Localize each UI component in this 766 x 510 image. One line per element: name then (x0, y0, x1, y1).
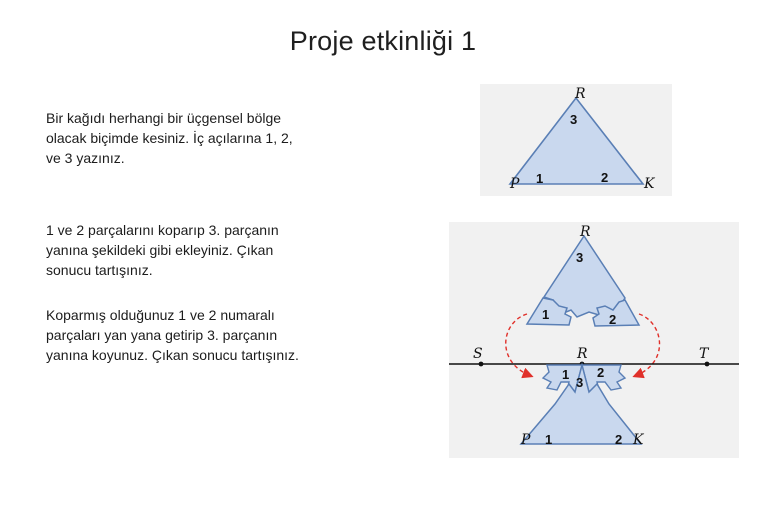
bottom-angle-2-label: 2 (615, 432, 623, 447)
instruction-paragraph-3: Koparmış olduğunuz 1 ve 2 numaralı parçaları yan yana getirip 3. parçanın yanına koyunuz. Çıkan sonucu tartışınız. (46, 307, 299, 363)
instruction-paragraph-2: 1 ve 2 parçalarını koparıp 3. parçanın yanına şekildeki gibi ekleyiniz. Çıkan sonucu tartışınız. (46, 222, 279, 278)
vertex-p-bottom-label: P (521, 432, 531, 448)
piece-3-label: 3 (576, 250, 584, 265)
assembled-3-label: 3 (576, 375, 584, 390)
piece-1-label: 1 (542, 307, 550, 322)
triangle-prk (510, 98, 643, 184)
instruction-paragraph-1: Bir kağıdı herhangi bir üçgensel bölge olacak biçimde kesiniz. İç açılarına 1, 2, ve 3 yazınız. (46, 110, 293, 166)
vertex-k-bottom-label: K (633, 432, 644, 448)
point-s (479, 362, 484, 367)
triangle-diagram (480, 84, 672, 196)
vertex-p-label: P (510, 176, 520, 192)
angle-sum-diagram (449, 222, 739, 458)
point-s-label: S (473, 346, 483, 362)
angle-1-label: 1 (536, 171, 544, 186)
point-r-label: R (577, 346, 588, 362)
angle-sum-figure (449, 222, 739, 458)
piece-2-label: 2 (609, 312, 617, 327)
point-t-label: T (699, 346, 709, 362)
vertex-r-top-label: R (580, 224, 591, 240)
slide-title: Proje etkinliği 1 (289, 26, 477, 56)
assembled-2-label: 2 (597, 365, 605, 380)
vertex-k-label: K (644, 176, 655, 192)
point-t (705, 362, 710, 367)
triangle-figure (480, 84, 672, 196)
angle-3-label: 3 (570, 112, 578, 127)
angle-2-label: 2 (601, 170, 609, 185)
assembled-1-label: 1 (562, 367, 570, 382)
vertex-r-label: R (575, 86, 586, 102)
bottom-angle-1-label: 1 (545, 432, 553, 447)
